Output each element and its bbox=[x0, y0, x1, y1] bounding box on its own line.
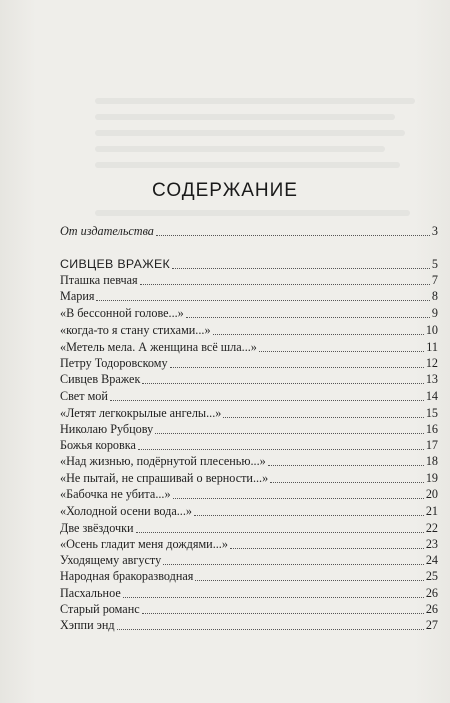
toc-page-number: 15 bbox=[425, 406, 438, 420]
dot-leader bbox=[195, 579, 423, 581]
toc-page-number: 21 bbox=[425, 504, 438, 518]
toc-entry bbox=[60, 536, 438, 552]
dot-leader bbox=[194, 514, 424, 516]
toc-page-number: 20 bbox=[425, 487, 438, 501]
toc-entry bbox=[60, 486, 438, 502]
toc-entry-title: Хэппи энд bbox=[60, 618, 115, 632]
toc-page-number: 24 bbox=[425, 553, 438, 567]
toc-page-number: 27 bbox=[425, 618, 438, 632]
toc-page-number: 19 bbox=[425, 471, 438, 485]
dot-leader bbox=[173, 497, 424, 499]
dot-leader bbox=[138, 448, 424, 450]
dot-leader bbox=[259, 350, 424, 352]
toc-entry-title: «В бессонной голове...» bbox=[60, 306, 184, 320]
toc-page-number: 26 bbox=[425, 602, 438, 616]
toc-page-number: 26 bbox=[425, 586, 438, 600]
dot-leader bbox=[213, 333, 424, 335]
toc-entry-title: СИВЦЕВ ВРАЖЕК bbox=[60, 257, 171, 271]
toc-entry bbox=[60, 371, 438, 387]
toc-entry-title: Пасхальное bbox=[60, 586, 121, 600]
toc-entry bbox=[60, 322, 438, 338]
toc-entry bbox=[60, 453, 438, 469]
dot-leader bbox=[270, 481, 424, 483]
toc-entry-title: «Осень гладит меня дождями...» bbox=[60, 537, 228, 551]
toc-entry-title: «Летят легкокрылые ангелы...» bbox=[60, 406, 222, 420]
dot-leader bbox=[172, 267, 430, 269]
toc-entry-title: Божья коровка bbox=[60, 438, 136, 452]
dot-leader bbox=[123, 596, 424, 598]
toc-entry-title: Старый романс bbox=[60, 602, 140, 616]
toc-entry bbox=[60, 388, 438, 404]
bleed-through-line bbox=[95, 146, 385, 152]
bleed-through-line bbox=[95, 98, 415, 104]
dot-leader bbox=[155, 432, 424, 434]
bleed-through-line bbox=[95, 210, 410, 216]
toc-entry-title: Мария bbox=[60, 289, 95, 303]
toc-entry-title: Народная бракоразводная bbox=[60, 569, 194, 583]
toc-entry-title: «Бабочка не убита...» bbox=[60, 487, 171, 501]
toc-page-number: 14 bbox=[425, 389, 438, 403]
dot-leader bbox=[142, 612, 424, 614]
toc-entry bbox=[60, 503, 438, 519]
toc-entry bbox=[60, 272, 438, 288]
dot-leader bbox=[223, 416, 423, 418]
toc-page-number: 10 bbox=[425, 323, 438, 337]
dot-leader bbox=[110, 399, 424, 401]
toc-page-number: 25 bbox=[425, 569, 438, 583]
toc-page-number: 22 bbox=[425, 521, 438, 535]
dot-leader bbox=[136, 531, 424, 533]
toc-page-number: 9 bbox=[431, 306, 438, 320]
bleed-through-line bbox=[95, 130, 405, 136]
toc-page-number: 18 bbox=[425, 454, 438, 468]
toc-entry bbox=[60, 437, 438, 453]
toc-entry bbox=[60, 568, 438, 584]
toc-entry-title: Две звёздочки bbox=[60, 521, 134, 535]
toc-page-number: 12 bbox=[425, 356, 438, 370]
toc-entry-title: «Холодной осени вода...» bbox=[60, 504, 192, 518]
toc-entry-title: От издательства bbox=[60, 224, 154, 238]
bleed-through-line bbox=[95, 114, 395, 120]
toc-entry bbox=[60, 256, 438, 272]
dot-leader bbox=[163, 563, 424, 565]
page-title: СОДЕРЖАНИЕ bbox=[152, 180, 298, 201]
dot-leader bbox=[117, 628, 424, 630]
toc-entry-title: «Над жизнью, подёрнутой плесенью...» bbox=[60, 454, 266, 468]
toc-page-number: 11 bbox=[426, 340, 438, 354]
toc-entry-title: «когда-то я стану стихами...» bbox=[60, 323, 211, 337]
toc-page-number: 13 bbox=[425, 372, 438, 386]
toc-entry bbox=[60, 470, 438, 486]
toc-entry bbox=[60, 585, 438, 601]
toc-entry-title: Сивцев Вражек bbox=[60, 372, 141, 386]
toc-entry bbox=[60, 288, 438, 304]
dot-leader bbox=[268, 464, 424, 466]
toc-page-number: 17 bbox=[425, 438, 438, 452]
toc-entry bbox=[60, 405, 438, 421]
toc-page-number: 5 bbox=[431, 257, 438, 271]
toc-page-number: 23 bbox=[425, 537, 438, 551]
toc-entry-title: Николаю Рубцову bbox=[60, 422, 154, 436]
toc-entry-title: «Метель мела. А женщина всё шла...» bbox=[60, 340, 257, 354]
toc-entry-title: Пташка певчая bbox=[60, 273, 138, 287]
toc-entry bbox=[60, 305, 438, 321]
dot-leader bbox=[142, 382, 423, 384]
toc-entry-title: Свет мой bbox=[60, 389, 108, 403]
dot-leader bbox=[96, 299, 429, 301]
toc-entry bbox=[60, 223, 438, 239]
toc-entry-title: «Не пытай, не спрашивай о верности...» bbox=[60, 471, 269, 485]
dot-leader bbox=[186, 316, 430, 318]
toc-page-number: 16 bbox=[425, 422, 438, 436]
toc-page-number: 7 bbox=[431, 273, 438, 287]
toc-page-number: 8 bbox=[431, 289, 438, 303]
toc-entry bbox=[60, 339, 438, 355]
toc-entry bbox=[60, 421, 438, 437]
dot-leader bbox=[140, 283, 430, 285]
toc-entry bbox=[60, 601, 438, 617]
toc-entry bbox=[60, 617, 438, 633]
toc-entry-title: Петру Тодоровскому bbox=[60, 356, 168, 370]
toc-entry-title: Уходящему августу bbox=[60, 553, 162, 567]
bleed-through-line bbox=[95, 162, 400, 168]
dot-leader bbox=[230, 547, 424, 549]
toc-entry bbox=[60, 552, 438, 568]
toc-page-number: 3 bbox=[431, 224, 438, 238]
dot-leader bbox=[156, 234, 430, 236]
toc-entry bbox=[60, 355, 438, 371]
dot-leader bbox=[170, 366, 424, 368]
toc-entry bbox=[60, 520, 438, 536]
